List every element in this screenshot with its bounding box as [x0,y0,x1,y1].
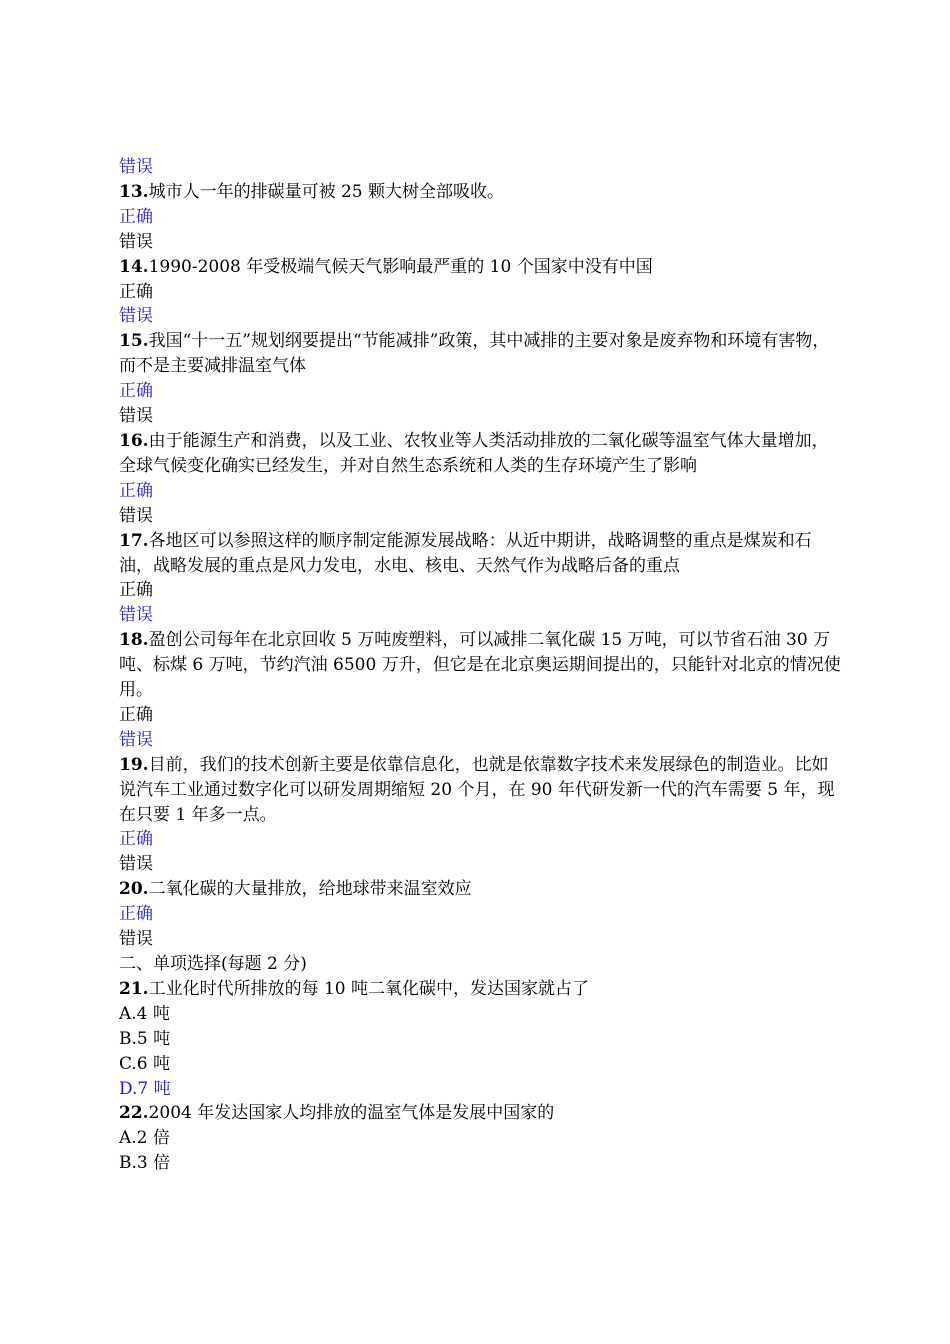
question-text [119,628,843,703]
answer-option: 正确 [119,704,153,725]
question-number: 18. [119,630,149,651]
question-body: 二氧化碳的大量排放，给地球带来温室效应 [148,879,472,900]
answer-option-highlighted: 错误 [119,306,153,327]
answer-option: C.6 吨 [119,1053,171,1074]
question-body: 工业化时代所排放的每 10 吨二氧化碳中，发达国家就占了 [148,978,590,999]
answer-option: 正确 [119,281,153,302]
question-text [119,180,843,205]
answer-option-highlighted: 错误 [119,729,153,750]
question-number: 20. [119,879,149,900]
answer-option-highlighted: 错误 [119,157,153,177]
answer-option: 错误 [119,406,153,427]
answer-option-highlighted: 正确 [119,904,153,925]
answer-option-highlighted: D.7 吨 [119,1078,171,1099]
section-heading: 二、单项选择(每题 2 分) [119,954,307,974]
question-number: 13. [119,181,149,202]
answer-option-highlighted: 正确 [119,480,153,501]
answer-option-highlighted: 正确 [119,829,153,850]
question-body: 我国“十一五”规划纲要提出“节能减排”政策，其中减排的主要对象是废弃物和环境有害物，而不是主要减排温室气体 [119,331,830,377]
answer-option: B.5 吨 [119,1028,171,1049]
answer-option: B.3 倍 [119,1153,171,1174]
question-number: 16. [119,430,149,451]
question-body: 各地区可以参照这样的顺序制定能源发展战略：从近中期讲，战略调整的重点是煤炭和石油，战略发展的重点是风力发电，水电、核电、天然气作为战略后备的重点 [119,530,812,576]
question-body: 盈创公司每年在北京回收 5 万吨废塑料，可以减排二氧化碳 15 万吨，可以节省石油 30 万吨、标煤 6 万吨，节约汽油 6500 万升，但它是在北京奥运期间提出的，只能针对北京的情况使用。 [119,630,841,701]
question-text [119,1101,843,1126]
answer-option-highlighted: 错误 [119,605,153,626]
question-number: 17. [119,530,149,551]
question-number: 15. [119,331,149,352]
question-number: 19. [119,754,149,775]
question-text [119,753,843,828]
question-body: 目前，我们的技术创新主要是依靠信息化，也就是依靠数字技术来发展绿色的制造业。比如说汽车工业通过数字化可以研发周期缩短 20 个月，在 90 年代研发新一代的汽车需要 5 年，现在只要 1 年多一点。 [119,754,835,825]
question-body: 由于能源生产和消费，以及工业、农牧业等人类活动排放的二氧化碳等温室气体大量增加，全球气候变化确实已经发生，并对自然生态系统和人类的生存环境产生了影响 [119,430,829,476]
answer-option: 错误 [119,505,153,526]
question-text [119,977,843,1002]
answer-option: 错误 [119,854,153,875]
answer-option-highlighted: 正确 [119,206,153,227]
question-body: 2004 年发达国家人均排放的温室气体是发展中国家的 [148,1103,555,1124]
question-number: 22. [119,1103,149,1124]
question-body: 城市人一年的排碳量可被 25 颗大树全部吸收。 [148,181,505,202]
answer-option: 错误 [119,231,153,252]
answer-option: 正确 [119,580,153,601]
answer-option: A.4 吨 [119,1003,170,1024]
question-text [119,255,843,280]
question-number: 21. [119,978,149,999]
answer-option: 错误 [119,929,153,950]
document-page [119,155,843,1176]
question-body: 1990-2008 年受极端气候天气影响最严重的 10 个国家中没有中国 [148,256,653,277]
question-text [119,877,843,902]
answer-option-highlighted: 正确 [119,381,153,402]
question-number: 14. [119,256,149,277]
answer-option: A.2 倍 [119,1128,170,1149]
question-text [119,429,843,479]
question-text [119,329,843,379]
question-text [119,529,843,579]
